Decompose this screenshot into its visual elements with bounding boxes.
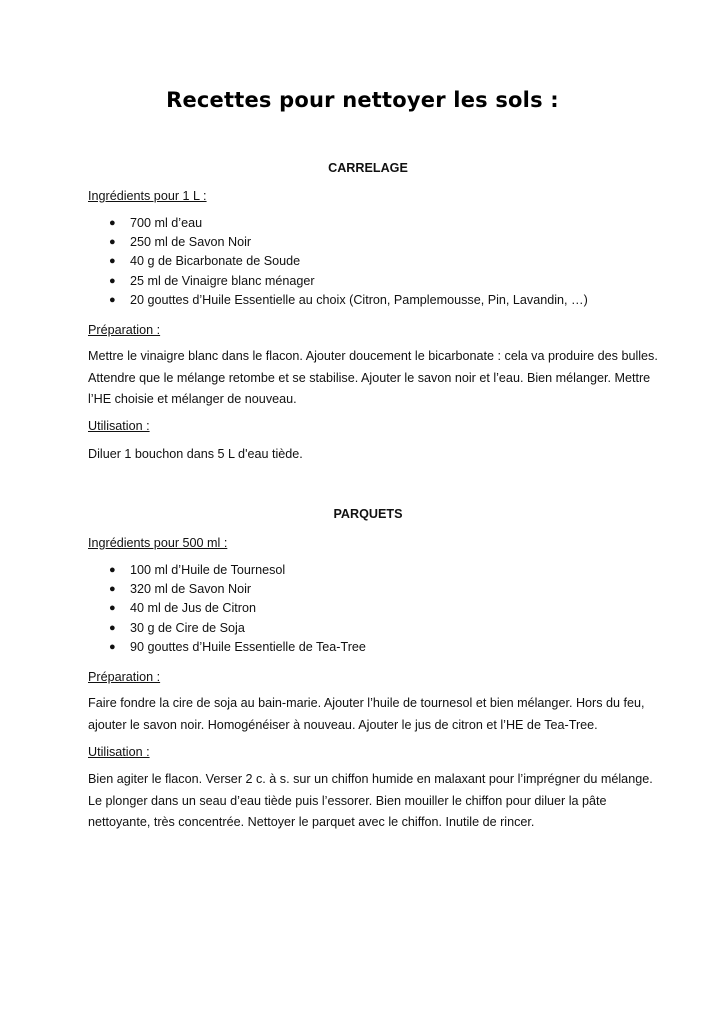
bullet-icon: ● — [109, 564, 116, 576]
bullet-icon: ● — [109, 640, 116, 653]
section-heading-carrelage: CARRELAGE — [328, 161, 408, 175]
preparation-text-carrelage: Mettre le vinaigre blanc dans le flacon. Ajouter doucement le bicarbonate : cela va produire des bulles. Attendre que le mélange retombe et se stabilise. Ajouter le savon noir et l’eau. Bien mélanger. Mettre l’HE choisie et mélanger de nouveau. — [88, 349, 658, 406]
preparation-text-parquets: Faire fondre la cire de soja au bain-marie. Ajouter l’huile de tournesol et bien mélanger. Hors du feu, ajouter le savon noir. Homogénéiser à nouveau. Ajouter le jus de citron et l’HE de Tea-Tree. — [88, 696, 645, 732]
list-item: ● 25 ml de Vinaigre blanc ménager — [88, 272, 588, 291]
page-title: Recettes pour nettoyer les sols : — [166, 88, 559, 112]
preparation-label-carrelage: Préparation : — [88, 323, 161, 337]
ingredients-label-parquets: Ingrédients pour 500 ml : — [88, 536, 228, 550]
list-item: ● 320 ml de Savon Noir — [88, 580, 366, 599]
bullet-icon: ● — [109, 274, 116, 287]
preparation-label-parquets: Préparation : — [88, 670, 161, 684]
bullet-icon: ● — [109, 236, 116, 249]
list-item: ● 30 g de Cire de Soja — [88, 619, 366, 638]
bullet-icon: ● — [109, 255, 116, 268]
bullet-icon: ● — [109, 583, 116, 596]
bullet-icon: ● — [109, 293, 116, 306]
ingredients-list-carrelage — [88, 214, 588, 310]
list-item: ● 250 ml de Savon Noir — [88, 233, 588, 252]
usage-text-parquets: Bien agiter le flacon. Verser 2 c. à s. sur un chiffon humide en malaxant pour l’imprégner du mélange. Le plonger dans un seau d’eau tiède puis l’essorer. Bien mouiller le chiffon pour diluer la pâte nettoyante, très concentrée. Nettoyer le parquet avec le chiffon. Inutile de rincer. — [88, 772, 653, 829]
usage-text-carrelage: Diluer 1 bouchon dans 5 L d'eau tiède. — [88, 447, 303, 461]
list-item: ● 90 gouttes d’Huile Essentielle de Tea-Tree — [88, 638, 366, 657]
bullet-icon: ● — [109, 621, 116, 634]
section-heading-parquets: PARQUETS — [333, 507, 403, 521]
list-item: ● 100 ml d’Huile de Tournesol — [88, 561, 366, 580]
list-item: ● 700 ml d’eau — [88, 214, 588, 233]
usage-label-parquets: Utilisation : — [88, 745, 150, 759]
list-item: ● 40 g de Bicarbonate de Soude — [88, 252, 588, 271]
list-item: ● 20 gouttes d’Huile Essentielle au choix (Citron, Pamplemousse, Pin, Lavandin, …) — [88, 291, 588, 310]
usage-label-carrelage: Utilisation : — [88, 419, 150, 433]
bullet-icon: ● — [109, 602, 116, 615]
bullet-icon: ● — [109, 217, 116, 229]
list-item: ● 40 ml de Jus de Citron — [88, 599, 366, 618]
ingredients-list-parquets — [88, 561, 366, 657]
ingredients-label-carrelage: Ingrédients pour 1 L : — [88, 189, 207, 203]
